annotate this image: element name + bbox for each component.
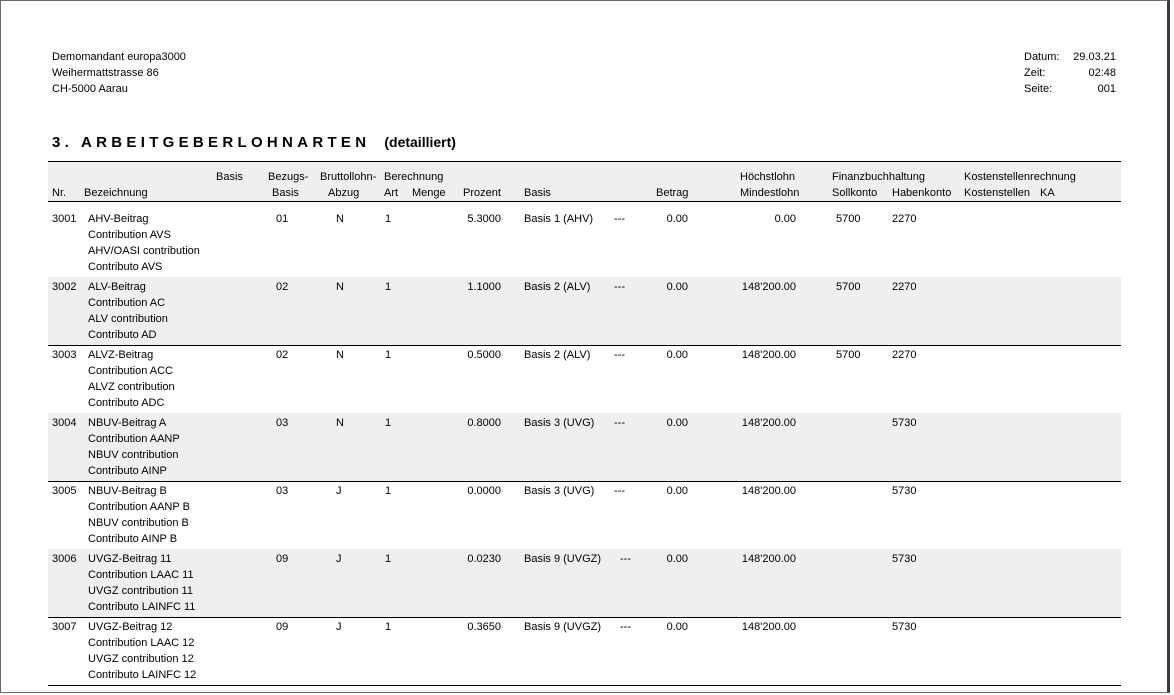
row-bezeichnung (88, 415, 180, 479)
row-bezeichnung (88, 347, 175, 411)
row-bezeichnung-line: Contribution AVS (88, 229, 171, 241)
row-brutto-abzug: J (336, 621, 342, 633)
row-basis: Basis 3 (UVG) (524, 417, 595, 429)
row-hoechstlohn: 148'200.00 (741, 417, 796, 429)
row-prozent: 0.0230 (467, 553, 501, 565)
row-divider (48, 685, 1121, 686)
row-bezeichnung-line: ALV-Beitrag (88, 281, 146, 293)
header-bezugs-1: Bezugs- (268, 171, 309, 183)
row-brutto-abzug: J (336, 485, 342, 497)
row-art: 1 (385, 213, 392, 225)
header-kostenstellen: Kostenstellen (964, 187, 1031, 199)
company-street: Weihermattstrasse 86 (52, 67, 159, 79)
row-nr: 3005 (52, 485, 77, 497)
row-hoechstlohn: 148'200.00 (741, 349, 796, 361)
row-bezeichnung-line: Contributo AINP (88, 465, 167, 477)
datum-label: Datum: (1024, 51, 1060, 63)
row-betrag: 0.00 (666, 621, 688, 633)
row-basis-dash: --- (614, 213, 625, 225)
header-berechnung: Berechnung (384, 171, 444, 183)
row-brutto-abzug: N (336, 213, 344, 225)
row-bezeichnung-line: Contribution LAAC 11 (88, 569, 194, 581)
row-prozent: 1.1000 (467, 281, 501, 293)
row-hoechstlohn: 148'200.00 (741, 553, 796, 565)
row-bezeichnung-line: Contributo AD (88, 329, 157, 341)
row-hoechstlohn: 0.00 (774, 213, 796, 225)
row-basis: Basis 1 (AHV) (524, 213, 594, 225)
header-basis-top: Basis (216, 171, 243, 183)
header-sollkonto: Sollkonto (832, 187, 878, 199)
row-bezeichnung (88, 279, 168, 343)
row-bezeichnung-line: AHV-Beitrag (88, 213, 149, 225)
row-prozent: 0.5000 (467, 349, 501, 361)
datum-value: 29.03.21 (1073, 51, 1116, 63)
row-bezeichnung (88, 211, 200, 275)
row-bezeichnung-line: Contribution AC (88, 297, 166, 309)
header-top-rule (48, 161, 1121, 162)
company-name: Demomandant europa3000 (52, 51, 186, 63)
row-nr: 3002 (52, 281, 77, 293)
column-header-band (48, 162, 1121, 201)
row-nr: 3003 (52, 349, 77, 361)
row-basis: Basis 9 (UVGZ) (524, 553, 602, 565)
row-bezugs-basis: 01 (276, 213, 289, 225)
row-bezeichnung-line: ALVZ contribution (88, 381, 175, 393)
row-art: 1 (385, 281, 392, 293)
row-bezeichnung-line: Contributo AVS (88, 261, 163, 273)
row-bezeichnung (88, 483, 190, 547)
row-prozent: 0.3650 (467, 621, 501, 633)
table-row (48, 617, 1121, 685)
row-basis: Basis 2 (ALV) (524, 281, 591, 293)
row-habenkonto: 5730 (892, 417, 917, 429)
row-hoechstlohn: 148'200.00 (741, 485, 796, 497)
report-subtitle: (detailliert) (384, 134, 456, 150)
row-bezeichnung-line: NBUV-Beitrag B (88, 485, 167, 497)
header-nr: Nr. (52, 187, 67, 199)
row-bezeichnung-line: ALVZ-Beitrag (88, 349, 154, 361)
row-bezugs-basis: 02 (276, 281, 289, 293)
header-prozent: Prozent (463, 187, 501, 199)
header-habenkonto: Habenkonto (892, 187, 952, 199)
row-art: 1 (385, 621, 392, 633)
seite-label: Seite: (1024, 83, 1053, 95)
row-art: 1 (385, 553, 392, 565)
row-prozent: 5.3000 (467, 213, 501, 225)
row-bezeichnung-line: NBUV contribution B (88, 517, 189, 529)
row-bezeichnung-line: UVGZ contribution 11 (88, 585, 193, 597)
row-basis: Basis 2 (ALV) (524, 349, 591, 361)
row-bezeichnung-line: NBUV contribution (88, 449, 179, 461)
table-row (48, 549, 1121, 617)
row-bezeichnung-line: Contribution AANP B (88, 501, 190, 513)
row-betrag: 0.00 (666, 349, 688, 361)
row-betrag: 0.00 (666, 281, 688, 293)
table-row (48, 345, 1121, 413)
row-habenkonto: 2270 (892, 213, 917, 225)
row-bezeichnung-line: AHV/OASI contribution (88, 245, 200, 257)
row-bezeichnung-line: Contribution AANP (88, 433, 180, 445)
seite-value: 001 (1097, 83, 1116, 95)
row-basis-dash: --- (614, 485, 625, 497)
row-sollkonto: 5700 (836, 213, 861, 225)
header-brutto-2: Abzug (328, 187, 360, 199)
row-habenkonto: 2270 (892, 349, 917, 361)
report-title (52, 134, 456, 151)
table-row (48, 209, 1121, 277)
zeit-value: 02:48 (1088, 67, 1116, 79)
header-ka: KA (1040, 187, 1055, 199)
row-art: 1 (385, 485, 392, 497)
row-bezeichnung-line: UVGZ-Beitrag 12 (88, 621, 173, 633)
header-finanzbuchhaltung: Finanzbuchhaltung (832, 171, 925, 183)
report-title-text: 3. ARBEITGEBERLOHNARTEN (52, 134, 371, 151)
header-menge: Menge (412, 187, 446, 199)
row-prozent: 0.8000 (467, 417, 501, 429)
row-basis-dash: --- (614, 349, 625, 361)
row-basis-dash: --- (614, 417, 625, 429)
row-nr: 3006 (52, 553, 77, 565)
row-bezeichnung-line: Contributo AINP B (88, 533, 178, 545)
row-betrag: 0.00 (666, 213, 688, 225)
table-row (48, 277, 1121, 345)
row-bezugs-basis: 02 (276, 349, 289, 361)
header-kostenstellenrechnung: Kostenstellenrechnung (964, 171, 1076, 183)
row-bezeichnung-line: UVGZ contribution 12 (88, 653, 194, 665)
row-bezugs-basis: 09 (276, 621, 289, 633)
row-sollkonto: 5700 (836, 349, 861, 361)
row-art: 1 (385, 349, 392, 361)
row-brutto-abzug: N (336, 417, 344, 429)
header-brutto-1: Bruttollohn- (320, 171, 377, 183)
company-city: CH-5000 Aarau (52, 83, 128, 95)
row-bezeichnung-line: Contribution LAAC 12 (88, 637, 195, 649)
table-row (48, 413, 1121, 481)
zeit-label: Zeit: (1024, 67, 1046, 79)
row-bezugs-basis: 03 (276, 417, 289, 429)
row-brutto-abzug: N (336, 349, 344, 361)
row-bezeichnung-line: ALV contribution (88, 313, 168, 325)
row-hoechstlohn: 148'200.00 (741, 621, 796, 633)
table-row (48, 481, 1121, 549)
row-bezeichnung (88, 619, 196, 683)
header-betrag: Betrag (656, 187, 689, 199)
row-betrag: 0.00 (666, 553, 688, 565)
row-brutto-abzug: N (336, 281, 344, 293)
row-habenkonto: 5730 (892, 485, 917, 497)
row-basis-dash: --- (620, 553, 631, 565)
row-habenkonto: 5730 (892, 621, 917, 633)
row-habenkonto: 2270 (892, 281, 917, 293)
row-nr: 3004 (52, 417, 77, 429)
row-bezeichnung-line: UVGZ-Beitrag 11 (88, 553, 172, 565)
header-bezugs-2: Basis (272, 187, 299, 199)
row-basis-dash: --- (620, 621, 631, 633)
row-hoechstlohn: 148'200.00 (741, 281, 796, 293)
row-bezeichnung (88, 551, 195, 615)
row-bezeichnung-line: Contributo LAINFC 11 (88, 601, 196, 613)
header-basis: Basis (524, 187, 551, 199)
row-bezugs-basis: 03 (276, 485, 289, 497)
row-bezeichnung-line: Contributo LAINFC 12 (88, 669, 197, 681)
row-nr: 3007 (52, 621, 77, 633)
row-basis: Basis 3 (UVG) (524, 485, 595, 497)
row-betrag: 0.00 (666, 485, 688, 497)
row-basis: Basis 9 (UVGZ) (524, 621, 602, 633)
row-habenkonto: 5730 (892, 553, 917, 565)
row-brutto-abzug: J (336, 553, 342, 565)
row-nr: 3001 (52, 213, 77, 225)
header-art: Art (384, 187, 399, 199)
row-art: 1 (385, 417, 392, 429)
header-bottom-rule (48, 201, 1121, 202)
header-hoechstlohn: Höchstlohn (740, 171, 796, 183)
header-bezeichnung: Bezeichnung (84, 187, 148, 199)
row-basis-dash: --- (614, 281, 625, 293)
row-bezeichnung-line: Contributo ADC (88, 397, 165, 409)
row-bezeichnung-line: Contribution ACC (88, 365, 173, 377)
header-mindestlohn: Mindestlohn (740, 187, 800, 199)
row-bezugs-basis: 09 (276, 553, 289, 565)
row-betrag: 0.00 (666, 417, 688, 429)
row-sollkonto: 5700 (836, 281, 861, 293)
row-prozent: 0.0000 (467, 485, 501, 497)
row-bezeichnung-line: NBUV-Beitrag A (88, 417, 167, 429)
